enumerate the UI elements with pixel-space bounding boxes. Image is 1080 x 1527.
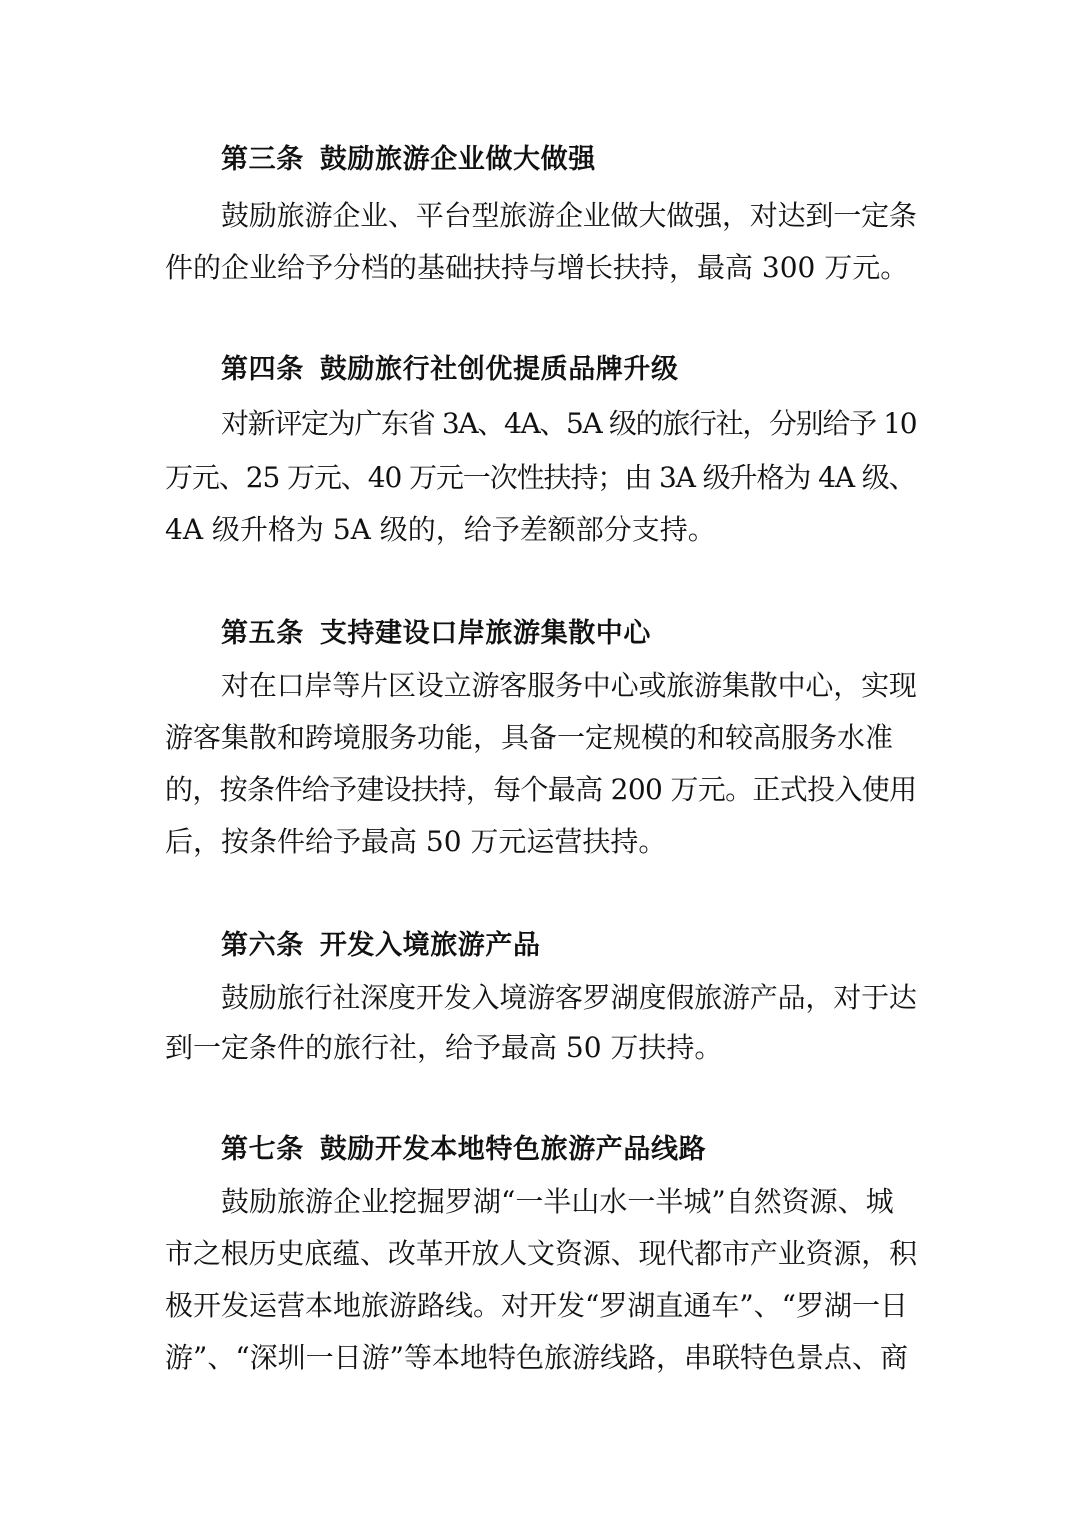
article-3-line-2: 件的企业给予分档的基础扶持与增长扶持，最高 300 万元。	[165, 251, 909, 284]
article-4-number: 第四条	[221, 354, 304, 385]
article-5-heading	[221, 616, 973, 652]
article-7-line-2: 市之根历史底蕴、改革开放人文资源、现代都市产业资源，积	[165, 1237, 917, 1270]
article-5-line-1: 对在口岸等片区设立游客服务中心或旅游集散中心，实现	[221, 669, 917, 702]
article-3-line-1: 鼓励旅游企业、平台型旅游企业做大做强，对达到一定条	[221, 199, 917, 232]
article-6-title: 开发入境旅游产品	[319, 930, 541, 961]
article-4-line-2: 万元、25 万元、40 万元一次性扶持；由 3A 级升格为 4A 级、	[165, 461, 916, 494]
article-7-number: 第七条	[221, 1134, 304, 1165]
article-6-number: 第六条	[221, 930, 304, 961]
article-5-line-3: 的，按条件给予建设扶持，每个最高 200 万元。正式投入使用	[165, 773, 917, 806]
article-7-heading	[221, 1132, 973, 1168]
article-6-heading	[221, 928, 973, 964]
article-7-title: 鼓励开发本地特色旅游产品线路	[319, 1134, 707, 1165]
article-6-line-2: 到一定条件的旅行社，给予最高 50 万扶持。	[165, 1031, 723, 1064]
article-7-line-1: 鼓励旅游企业挖掘罗湖“一半山水一半城”自然资源、城	[221, 1185, 894, 1218]
article-3-number: 第三条	[221, 144, 304, 175]
article-7-line-3: 极开发运营本地旅游路线。对开发“罗湖直通车”、“罗湖一日	[165, 1289, 908, 1322]
article-4-line-3: 4A 级升格为 5A 级的，给予差额部分支持。	[165, 513, 716, 546]
article-4-heading	[221, 352, 973, 388]
article-4-line-1: 对新评定为广东省 3A、4A、5A 级的旅行社，分别给予 10	[221, 407, 917, 440]
article-6-line-1: 鼓励旅行社深度开发入境游客罗湖度假旅游产品，对于达	[221, 981, 917, 1014]
article-3-heading	[221, 142, 973, 178]
article-5-line-2: 游客集散和跨境服务功能，具备一定规模的和较高服务水准	[165, 721, 894, 754]
article-5-line-4: 后，按条件给予最高 50 万元运营扶持。	[165, 825, 667, 858]
article-7-line-4: 游”、“深圳一日游”等本地特色旅游线路，串联特色景点、商	[165, 1341, 908, 1374]
article-5-title: 支持建设口岸旅游集散中心	[319, 618, 652, 649]
article-4-title: 鼓励旅行社创优提质品牌升级	[319, 354, 679, 385]
article-5-number: 第五条	[221, 618, 304, 649]
article-3-title: 鼓励旅游企业做大做强	[319, 144, 596, 175]
